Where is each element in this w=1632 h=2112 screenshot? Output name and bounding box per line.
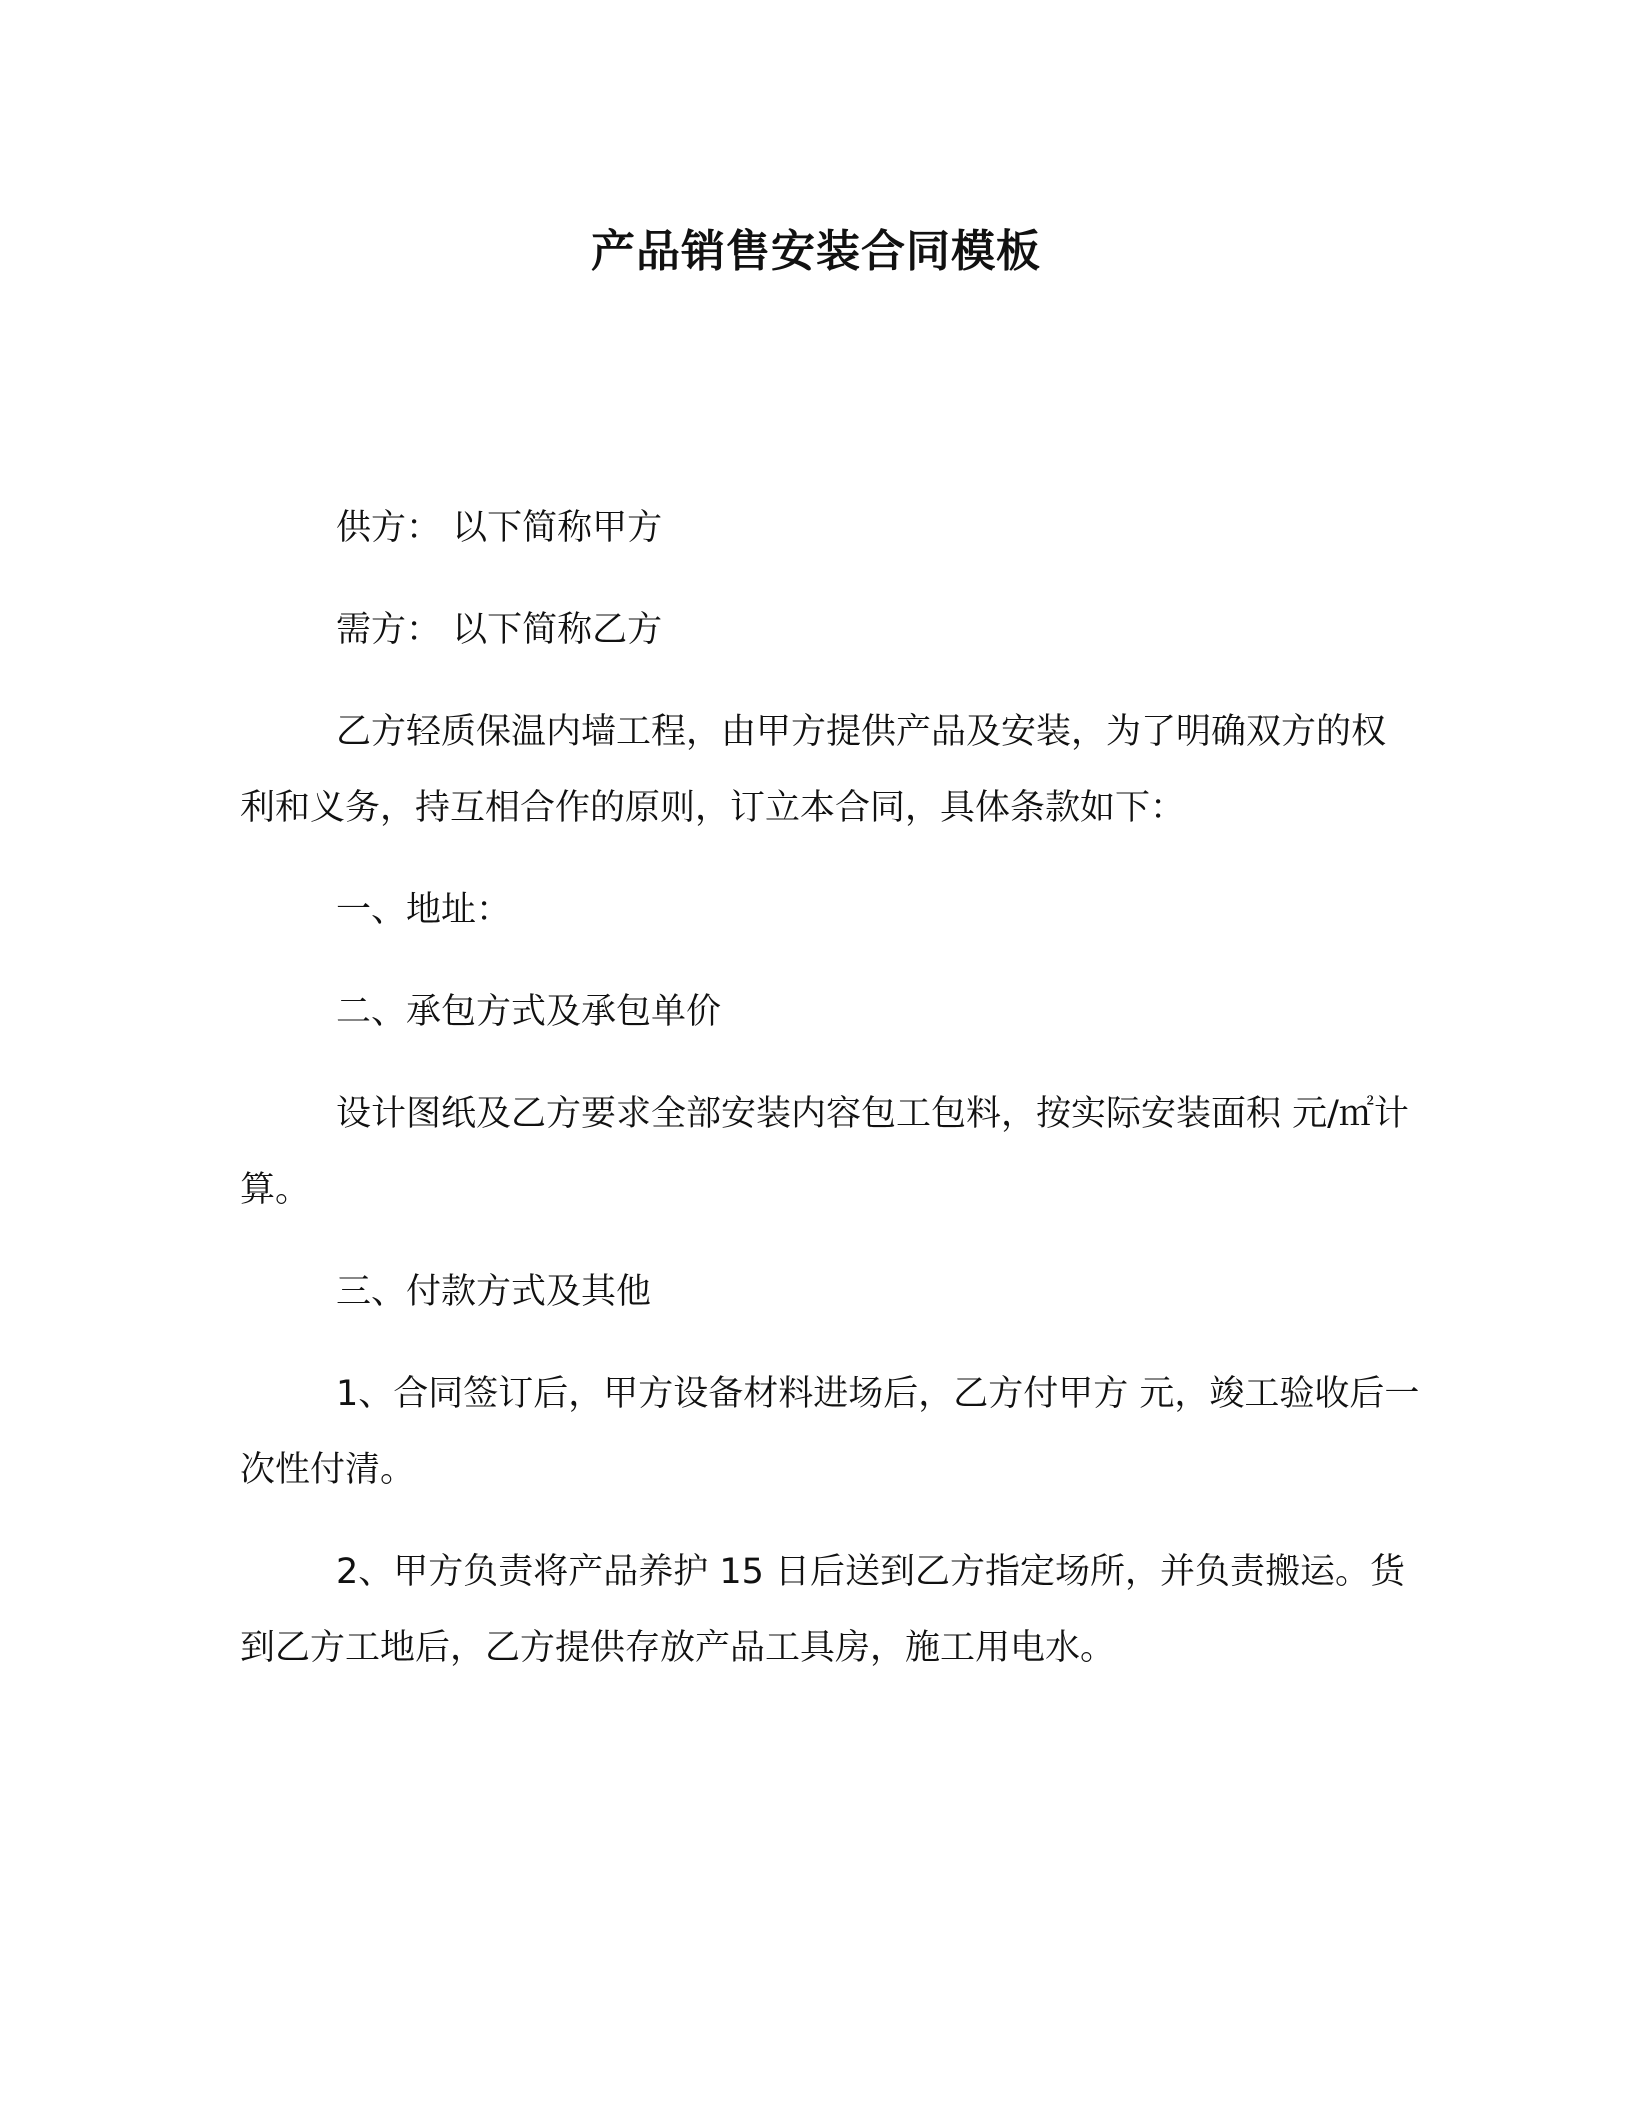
section-payment-heading: 三、付款方式及其他 (336, 1272, 652, 1312)
section-contract-method-heading: 二、承包方式及承包单价 (336, 992, 722, 1032)
intro-paragraph: 乙方轻质保温内墙工程，由甲方提供产品及安装，为了明确双方的权利和义务，持互相合作的原则，订立本合同，具体条款如下： (240, 712, 1387, 828)
supplier-line: 供方： 以下简称甲方 (336, 508, 663, 548)
document-body (240, 490, 1420, 1712)
contract-method-paragraph: 设计图纸及乙方要求全部安装内容包工包料，按实际安装面积 元/㎡计算。 (240, 1094, 1409, 1210)
payment-clause-1: 1、合同签订后，甲方设备材料进场后，乙方付甲方 元，竣工验收后一次性付清。 (240, 1374, 1420, 1490)
payment-clause-2: 2、甲方负责将产品养护 15 日后送到乙方指定场所，并负责搬运。货到乙方工地后，乙方提供存放产品工具房，施工用电水。 (240, 1552, 1406, 1668)
document-title: 产品销售安装合同模板 (591, 226, 1041, 277)
buyer-line: 需方： 以下简称乙方 (336, 610, 663, 650)
section-address-heading: 一、地址： (336, 890, 512, 930)
